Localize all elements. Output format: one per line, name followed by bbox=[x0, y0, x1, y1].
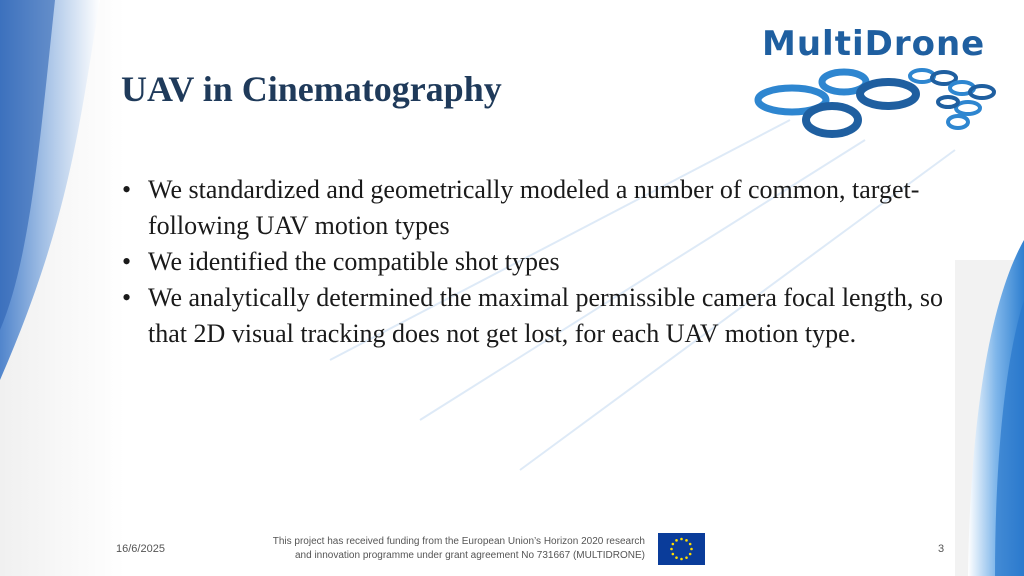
bullet-text: We standardized and geometrically modeled a number of common, target-following UAV motion types bbox=[148, 175, 920, 240]
bullet-dot-icon: • bbox=[122, 283, 132, 312]
eu-star-icon bbox=[672, 543, 675, 546]
eu-star-icon bbox=[680, 538, 683, 541]
bullet-item bbox=[118, 172, 948, 244]
logo-text: MultiDrone bbox=[762, 24, 986, 64]
eu-stars-icon bbox=[658, 533, 705, 565]
bullet-dot-icon: • bbox=[122, 175, 132, 204]
eu-flag-icon bbox=[658, 533, 705, 565]
funding-line-1: This project has received funding from the European Union’s Horizon 2020 research bbox=[272, 536, 645, 547]
bullet-dot-icon: • bbox=[122, 247, 132, 276]
funding-notice bbox=[240, 535, 645, 563]
slide-title: UAV in Cinematography bbox=[121, 69, 502, 109]
page-number: 3 bbox=[938, 543, 945, 555]
multidrone-logo bbox=[752, 24, 1008, 144]
bullet-text: We analytically determined the maximal permissible camera focal length, so that 2D visual tracking does not get lost, for each UAV motion type. bbox=[148, 283, 943, 348]
eu-star-icon bbox=[672, 553, 675, 556]
funding-line-2: and innovation programme under grant agreement No 731667 (MULTIDRONE) bbox=[295, 550, 645, 561]
eu-star-icon bbox=[675, 556, 678, 559]
bullet-list bbox=[118, 172, 948, 352]
eu-star-icon bbox=[670, 548, 673, 551]
drone-rings-icon bbox=[752, 24, 1008, 144]
bullet-text: We identified the compatible shot types bbox=[148, 247, 560, 276]
footer-date: 16/6/2025 bbox=[116, 543, 165, 555]
eu-star-icon bbox=[689, 543, 692, 546]
eu-star-icon bbox=[690, 548, 693, 551]
eu-star-icon bbox=[685, 539, 688, 542]
bullet-item bbox=[118, 244, 948, 280]
eu-star-icon bbox=[689, 553, 692, 556]
eu-star-icon bbox=[675, 539, 678, 542]
eu-star-icon bbox=[685, 556, 688, 559]
bullet-item bbox=[118, 280, 948, 352]
eu-star-icon bbox=[680, 558, 683, 561]
